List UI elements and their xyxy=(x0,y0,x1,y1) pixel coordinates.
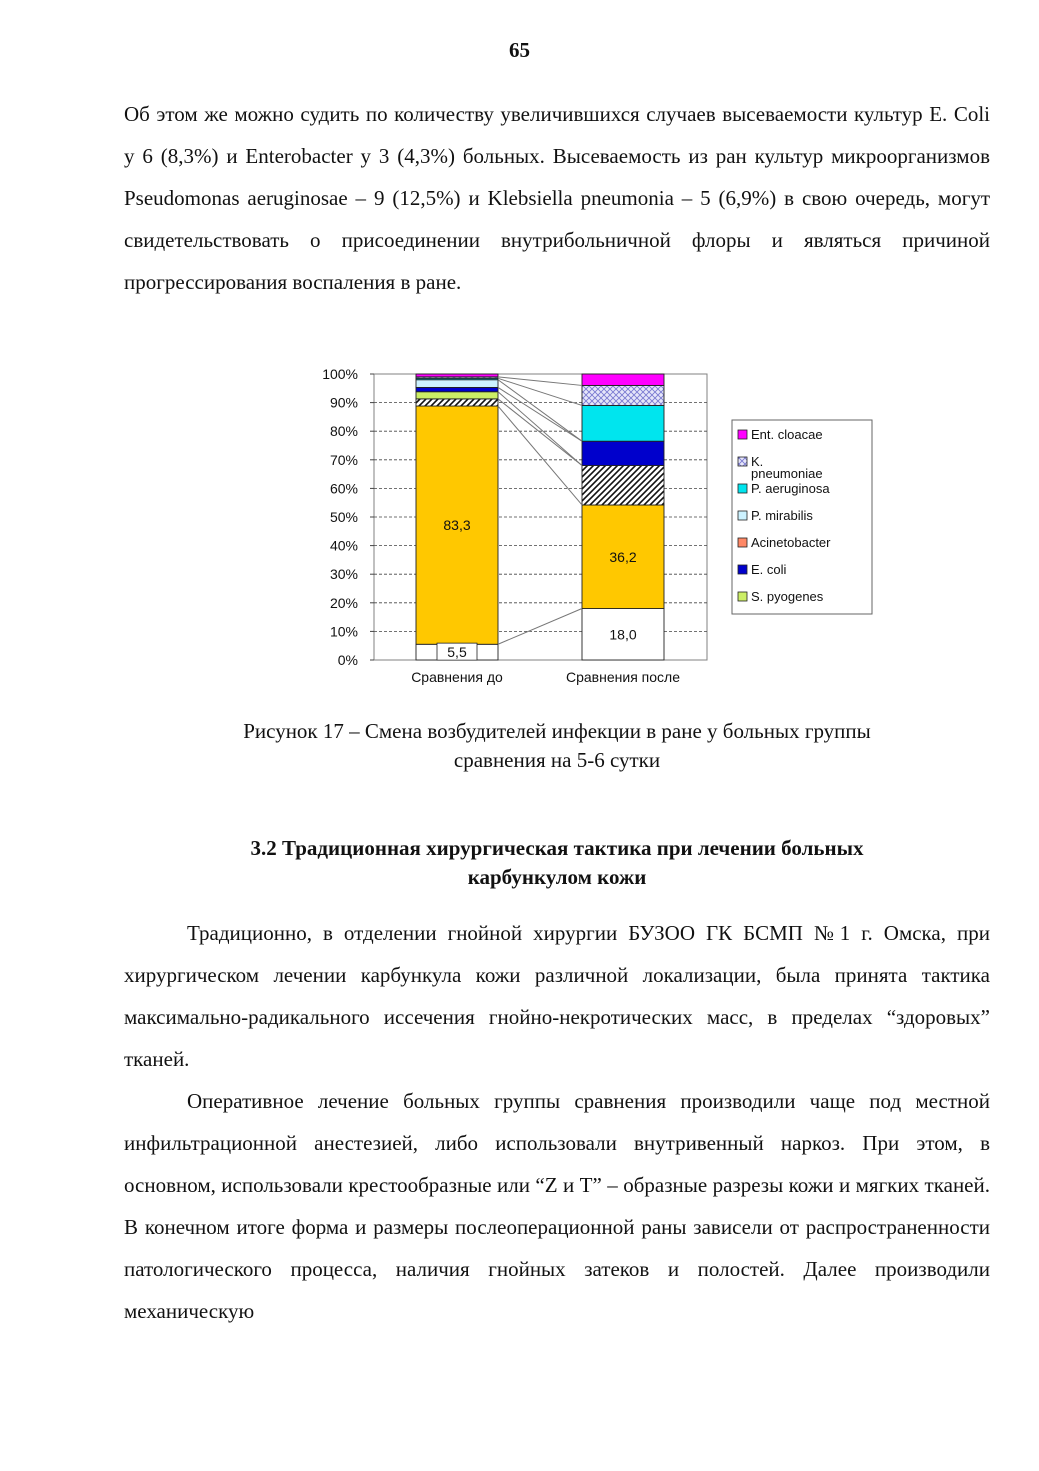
legend-label: Acinetobacter xyxy=(751,535,831,550)
paragraph-1: Об этом же можно судить по количеству увеличившихся случаев высеваемости культур E. Coli у 6 (8,3%) и Enterobacter у 3 (4,3%) больных. Высеваемость из ран культур микроорганизмов Pseudomonas aeruginosae – 9 (12,5%) и Klebsiella pneumonia – 5 (6,9%) в свою очередь, могут свидетельствовать о присоединении внутрибольничной флоры и являться причиной прогрессирования воспаления в ране. xyxy=(124,102,990,294)
section-heading-line-2: карбункулом кожи xyxy=(467,865,647,889)
bar-segment xyxy=(582,405,664,441)
data-label: 83,3 xyxy=(443,517,471,534)
y-tick-label: 40% xyxy=(329,537,358,554)
bar-segment xyxy=(582,374,664,385)
stacked-bar-chart xyxy=(295,362,885,694)
page-number: 65 xyxy=(509,38,530,62)
y-tick-label: 20% xyxy=(329,594,358,611)
legend-swatch xyxy=(738,565,747,574)
y-tick-label: 80% xyxy=(329,423,358,440)
data-label: 5,5 xyxy=(447,644,467,661)
section-heading-line-1: 3.2 Традиционная хирургическая тактика при лечении больных xyxy=(250,836,864,860)
x-tick-label: Сравнения до xyxy=(411,669,503,685)
bar-segment xyxy=(416,392,498,399)
bar-segment xyxy=(416,380,498,388)
x-tick-label: Сравнения после xyxy=(566,669,680,685)
y-tick-label: 50% xyxy=(329,509,358,525)
y-tick-label: 100% xyxy=(322,366,358,382)
bar-segment xyxy=(582,441,664,465)
bar-segment xyxy=(582,466,664,505)
legend-swatch xyxy=(738,538,747,547)
y-tick-label: 70% xyxy=(329,451,358,468)
legend-label: P. mirabilis xyxy=(751,508,813,523)
bar-segment xyxy=(416,387,498,391)
legend-label: Ent. cloacae xyxy=(751,427,823,442)
paragraph-3: Оперативное лечение больных группы сравнения производили чаще под местной инфильтрационной анестезией, либо использовали внутривенный наркоз. При этом, в основном, использовали крестообразные или “Z и T” – образные разрезы кожи и мягких тканей. В конечном итоге форма и размеры послеоперационной раны зависели от распространенности патологического процесса, наличия гнойных затеков и полостей. Далее производили механическую xyxy=(124,1089,990,1323)
legend-swatch xyxy=(738,484,747,493)
legend-swatch xyxy=(738,457,747,466)
paragraph-2: Традиционно, в отделении гнойной хирургии БУЗОО ГК БСМП №1 г. Омска, при хирургическом лечении карбункула кожи различной локализации, была принята тактика максимально-радикального иссечения гнойно-некротических масс, в пределах “здоровых” тканей. xyxy=(124,921,990,1071)
figure-caption xyxy=(124,717,990,775)
bar-segment xyxy=(416,374,498,377)
data-label: 18,0 xyxy=(609,626,637,643)
bar-segment xyxy=(582,385,664,405)
legend-label: P. aeruginosa xyxy=(751,481,830,496)
caption-line-2: сравнения на 5-6 сутки xyxy=(453,748,661,772)
legend-label: S. pyogenes xyxy=(751,589,824,604)
data-label: 36,2 xyxy=(609,548,637,565)
legend-label: E. coli xyxy=(751,562,787,577)
y-tick-label: 0% xyxy=(337,652,358,668)
section-heading xyxy=(124,834,990,892)
y-tick-label: 60% xyxy=(329,480,358,497)
legend-swatch xyxy=(738,592,747,601)
y-tick-label: 10% xyxy=(329,623,358,640)
y-tick-label: 90% xyxy=(329,394,358,411)
y-tick-label: 30% xyxy=(329,566,358,583)
bar-segment xyxy=(416,399,498,406)
legend-swatch xyxy=(738,430,747,439)
legend-swatch xyxy=(738,511,747,520)
legend-label: K. pneumoniae xyxy=(751,454,823,481)
caption-line-1: Рисунок 17 – Смена возбудителей инфекции в ране у больных группы xyxy=(243,719,871,743)
